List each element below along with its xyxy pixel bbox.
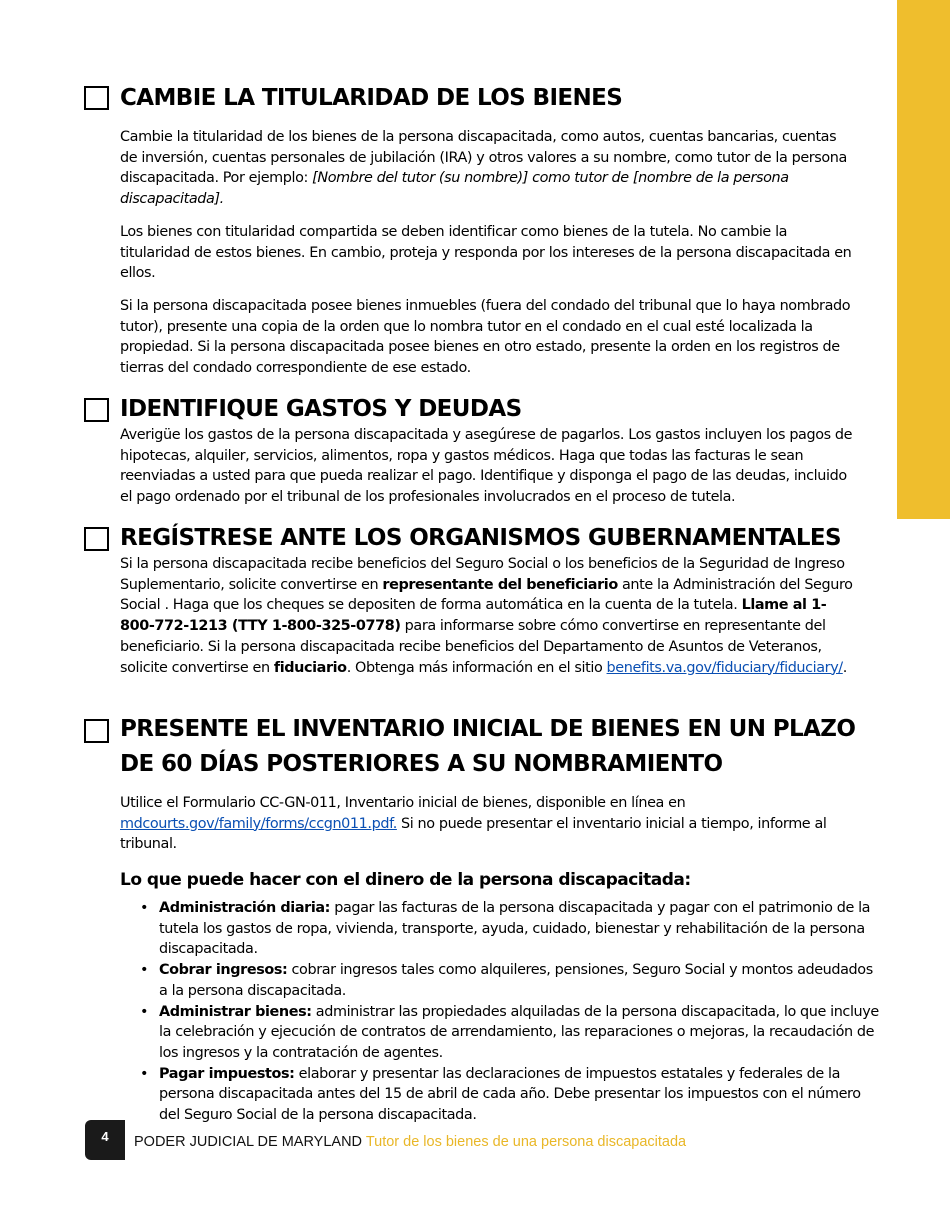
- page-number: 4: [85, 1120, 125, 1160]
- bold-term: representante del beneficiario: [382, 576, 618, 593]
- accent-side-tab: [897, 0, 950, 519]
- bullet-term: Pagar impuestos:: [159, 1065, 295, 1082]
- footer-court-name: PODER JUDICIAL DE MARYLAND: [134, 1134, 363, 1150]
- bullet-icon: •: [140, 900, 149, 916]
- paragraph-titularidad-3: Si la persona discapacitada posee bienes inmuebles (fuera del condado del tribunal que lo haya nombrado tutor), presente una copia de la orden que lo nombra tutor en el condado en el cual esté localizada la propiedad. Si la persona discapacitada posee bienes en otro estado, presente la orden en los registros de tierras del condado correspondiente de ese estado.: [120, 298, 851, 377]
- bullet-icon: •: [140, 1003, 149, 1020]
- heading-inventario-line2: DE 60 DÍAS POSTERIORES A SU NOMBRAMIENTO: [120, 751, 723, 777]
- paragraph-titularidad-1: [120, 127, 856, 210]
- heading-organismos: REGÍSTRESE ANTE LOS ORGANISMOS GUBERNAMENTALES: [120, 525, 842, 551]
- checkbox-cambie-titularidad[interactable]: [84, 86, 109, 110]
- phone-number: Llame al 1-800-772-1213 (TTY 1-800-325-0778): [120, 597, 827, 635]
- heading-cambie-titularidad: CAMBIE LA TITULARIDAD DE LOS BIENES: [120, 85, 623, 111]
- paragraph-text: ante la Administración del Seguro Social . Haga que los cheques se depositen de forma automática en la cuenta de la tutela.: [120, 576, 853, 614]
- footer: [134, 1133, 686, 1151]
- bold-term: fiduciario: [273, 659, 347, 676]
- heading-gastos-deudas: IDENTIFIQUE GASTOS Y DEUDAS: [120, 396, 522, 422]
- paragraph-text: Si no puede presentar el inventario inicial a tiempo, informe al tribunal.: [120, 815, 827, 853]
- paragraph-text: Utilice el Formulario CC-GN-011, Inventario inicial de bienes, disponible en línea en: [120, 795, 686, 811]
- paragraph-text: Cambie la titularidad de los bienes de la persona discapacitada, como autos, cuentas bancarias, cuentas de inversión, cuentas personales de jubilación (IRA) y otros valores a su nombre, como tutor de la persona discapacitada. Por ejemplo:: [120, 129, 847, 187]
- list-item: [140, 960, 880, 1001]
- paragraph-text: .: [842, 659, 847, 676]
- bullet-icon: •: [140, 962, 149, 979]
- bullet-list-dinero: [140, 898, 880, 1126]
- heading-inventario-line1: PRESENTE EL INVENTARIO INICIAL DE BIENES EN UN PLAZO: [120, 716, 856, 742]
- link-va-fiduciary[interactable]: benefits.va.gov/fiduciary/fiduciary/: [606, 659, 843, 676]
- paragraph-inventario: [120, 793, 856, 855]
- list-item: [140, 1064, 880, 1126]
- list-item: [140, 898, 880, 960]
- paragraph-text: . Obtenga más información en el sitio: [346, 659, 607, 676]
- checkbox-organismos[interactable]: [84, 527, 109, 551]
- footer-document-title: Tutor de los bienes de una persona discapacitada: [365, 1134, 687, 1150]
- paragraph-titularidad-2: Los bienes con titularidad compartida se deben identificar como bienes de la tutela. No cambie la titularidad de estos bienes. En cambio, proteja y responda por los intereses de la persona discapacitada en ellos.: [120, 224, 852, 282]
- checkbox-gastos-deudas[interactable]: [84, 398, 109, 422]
- list-item: [140, 1002, 880, 1064]
- example-text: [Nombre del tutor (su nombre)] como tutor de [nombre de la persona discapacitada].: [120, 170, 789, 208]
- paragraph-gastos-deudas: Averigüe los gastos de la persona discapacitada y asegúrese de pagarlos. Los gastos incluyen los pagos de hipotecas, alquiler, servicios, alimentos, ropa y gastos médicos. Haga que todas las facturas le sean reenviadas a usted para que pueda realizar el pago. Identifique y disponga el pago de las deudas, incluido el pago ordenado por el tribunal de los profesionales involucrados en el proceso de tutela.: [120, 427, 853, 506]
- bullet-icon: •: [140, 1065, 149, 1082]
- bullet-text: elaborar y presentar las declaraciones de impuestos estatales y federales de la persona discapacitada antes del 15 de abril de cada año. Debe presentar los impuestos con el número del Seguro Social de la persona discapacitada.: [159, 1065, 861, 1124]
- bullet-text: cobrar ingresos tales como alquileres, pensiones, Seguro Social y montos adeudados a la persona discapacitada.: [159, 962, 873, 999]
- paragraph-text: Si la persona discapacitada recibe beneficios del Seguro Social o los beneficios de la Seguridad de Ingreso Suplementario, solicite convertirse en: [120, 556, 845, 593]
- bullet-term: Administrar bienes:: [159, 1003, 312, 1020]
- link-ccgn011-form[interactable]: mdcourts.gov/family/forms/ccgn011.pdf.: [120, 815, 397, 832]
- paragraph-text: para informarse sobre cómo convertirse en representante del beneficiario. Si la persona discapacitada recibe beneficios del Departamento de Asuntos de Veteranos, solicite convertirse en: [120, 618, 826, 676]
- bullet-term: Cobrar ingresos:: [159, 962, 288, 979]
- bullet-text: administrar las propiedades alquiladas de la persona discapacitada, lo que incluye la celebración y ejecución de contratos de arrendamiento, las reparaciones o mejoras, la recaudación de los ingresos y la contratación de agentes.: [159, 1003, 879, 1061]
- checkbox-inventario[interactable]: [84, 719, 109, 743]
- bullet-term: Administración diaria:: [159, 900, 331, 916]
- subheading-dinero: Lo que puede hacer con el dinero de la persona discapacitada:: [120, 870, 691, 890]
- bullet-text: pagar las facturas de la persona discapacitada y pagar con el patrimonio de la tutela los gastos de ropa, vivienda, transporte, ayuda, cuidado, bienestar y rehabilitación de la persona discapacitada.: [159, 900, 871, 958]
- paragraph-organismos: [120, 554, 856, 678]
